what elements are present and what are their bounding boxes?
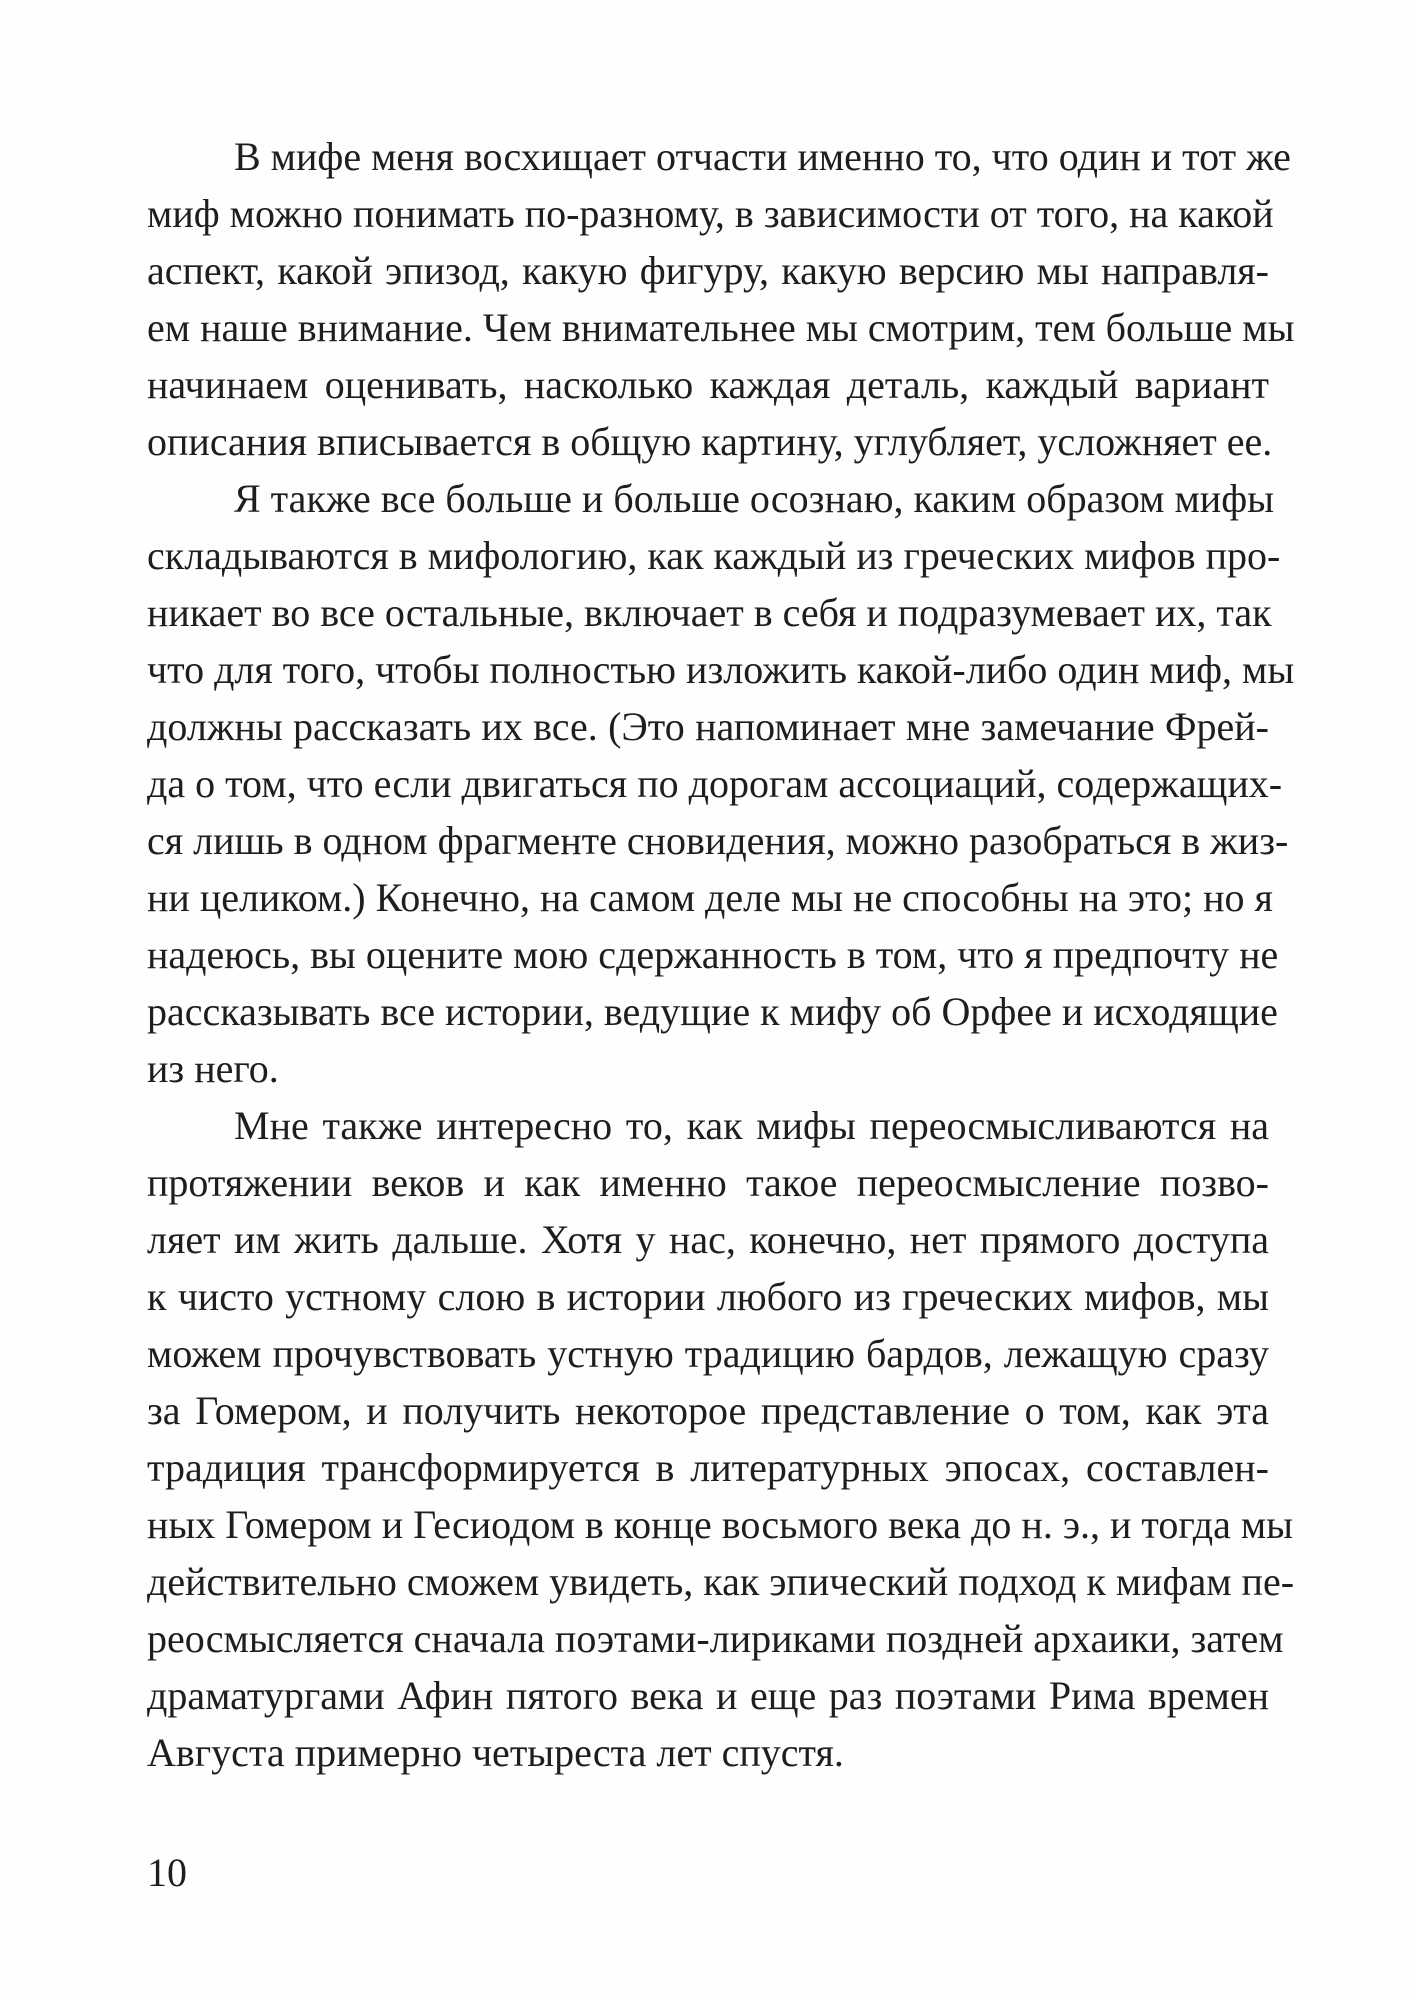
text-line: да о том, что если двигаться по дорогам ассоциаций, содержащих- <box>147 761 1283 806</box>
text-line: действительно сможем увидеть, как эпический подход к мифам пе- <box>147 1559 1295 1604</box>
text-line: аспект, какой эпизод, какую фигуру, какую версию мы направля- <box>147 248 1269 293</box>
text-line: к чисто устному слою в истории любого из греческих мифов, мы <box>147 1274 1269 1319</box>
text-line: ни целиком.) Конечно, на самом деле мы не способны на это; но я <box>147 875 1273 920</box>
text-line: описания вписывается в общую картину, углубляет, усложняет ее. <box>147 419 1273 464</box>
text-line: надеюсь, вы оцените мою сдержанность в том, что я предпочту не <box>147 932 1279 977</box>
text-line: ем наше внимание. Чем внимательнее мы смотрим, тем больше мы <box>147 305 1295 350</box>
page-number: 10 <box>147 1850 187 1895</box>
text-line: реосмысляется сначала поэтами-лириками поздней архаики, затем <box>147 1616 1284 1661</box>
text-line: драматургами Афин пятого века и еще раз поэтами Рима времен <box>147 1673 1269 1718</box>
text-line: складываются в мифологию, как каждый из греческих мифов про- <box>147 533 1281 578</box>
text-line: рассказывать все истории, ведущие к мифу об Орфее и исходящие <box>147 989 1278 1034</box>
text-line: В мифе меня восхищает отчасти именно то, что один и тот же <box>234 134 1291 179</box>
text-line: традиция трансформируется в литературных эпосах, составлен- <box>147 1445 1269 1490</box>
text-line: никает во все остальные, включает в себя и подразумевает их, так <box>147 590 1272 635</box>
text-line: за Гомером, и получить некоторое представление о том, как эта <box>147 1388 1269 1433</box>
text-line: что для того, чтобы полностью изложить какой-либо один миф, мы <box>147 647 1295 692</box>
text-line: ных Гомером и Гесиодом в конце восьмого века до н. э., и тогда мы <box>147 1502 1294 1547</box>
text-line: миф можно понимать по-разному, в зависимости от того, на какой <box>147 191 1274 236</box>
text-line: протяжении веков и как именно такое переосмысление позво- <box>147 1160 1269 1205</box>
text-line: ся лишь в одном фрагменте сновидения, можно разобраться в жиз- <box>147 818 1289 863</box>
text-line: ляет им жить дальше. Хотя у нас, конечно, нет прямого доступа <box>147 1217 1269 1262</box>
text-line: из него. <box>147 1046 279 1091</box>
body-text <box>147 128 1295 1781</box>
text-line: можем прочувствовать устную традицию бардов, лежащую сразу <box>147 1331 1269 1376</box>
text-line: Августа примерно четыреста лет спустя. <box>147 1730 844 1775</box>
text-line: начинаем оценивать, насколько каждая деталь, каждый вариант <box>147 362 1269 407</box>
text-line: Мне также интересно то, как мифы переосмысливаются на <box>234 1103 1269 1148</box>
text-line: должны рассказать их все. (Это напоминает мне замечание Фрей- <box>147 704 1269 749</box>
text-line: Я также все больше и больше осознаю, каким образом мифы <box>234 476 1274 521</box>
